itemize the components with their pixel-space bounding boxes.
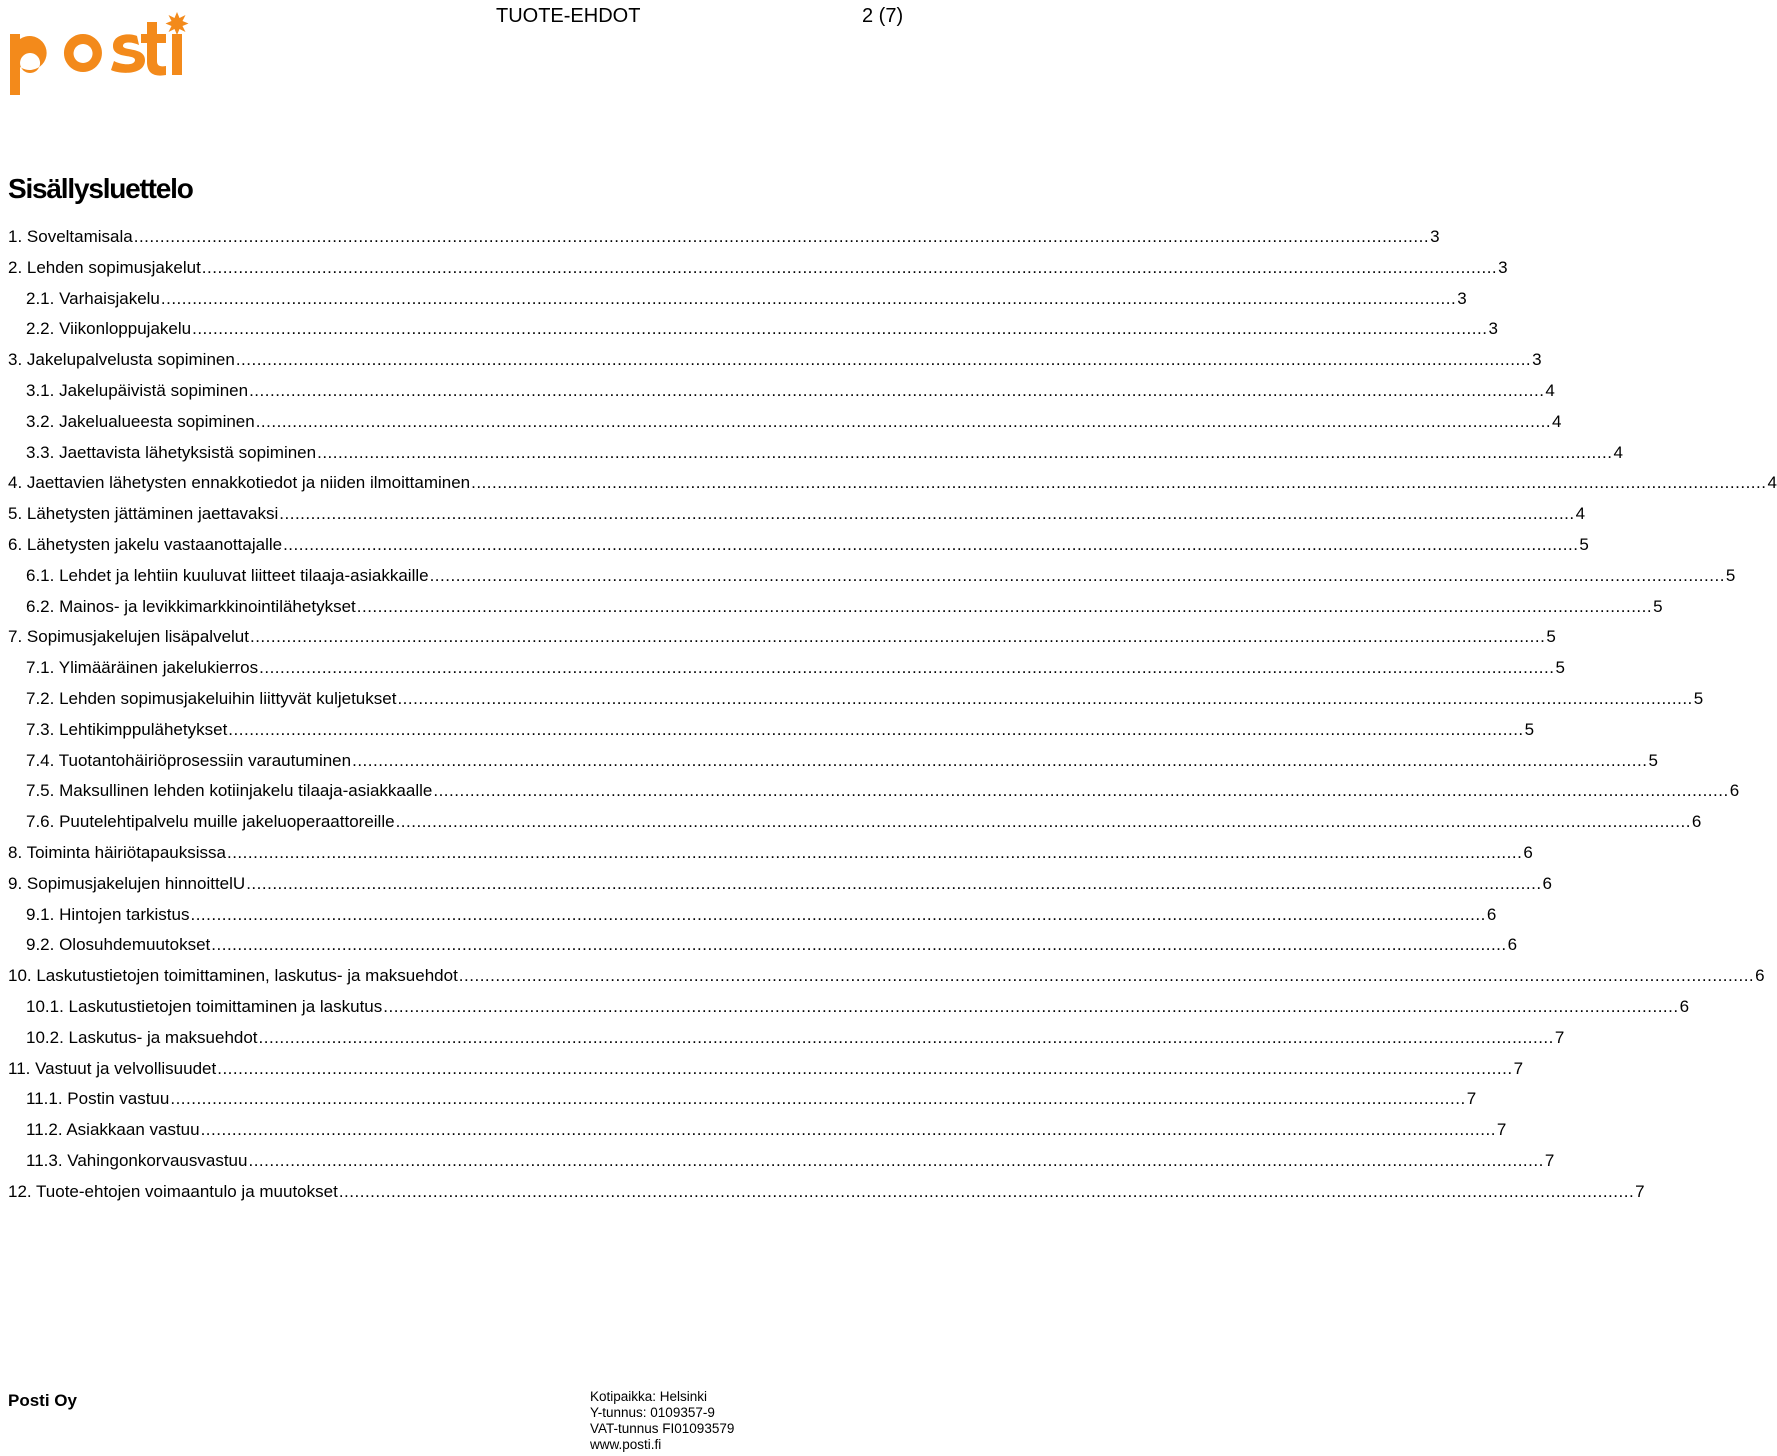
toc-entry-page: 5 — [1648, 750, 1658, 770]
toc-dot-leader — [357, 592, 1652, 623]
toc-entry-page: 6 — [1486, 904, 1497, 924]
toc-dot-leader — [236, 345, 1531, 376]
toc-dot-leader — [246, 869, 1541, 900]
toc-dot-leader — [134, 222, 1429, 253]
toc-entry-title: 11.1. Postin vastuu — [26, 1089, 170, 1109]
toc-entry[interactable] — [8, 1115, 1507, 1146]
toc-dot-leader — [383, 992, 1678, 1023]
toc-entry-page: 7 — [1513, 1058, 1524, 1078]
toc-dot-leader — [228, 715, 1523, 746]
toc-entry-page: 5 — [1693, 688, 1704, 708]
toc-entry[interactable] — [8, 992, 1690, 1023]
toc-dot-leader — [317, 438, 1612, 469]
toc-dot-leader — [211, 930, 1506, 961]
toc-entry-title: 10.2. Laskutus- ja maksuehdot — [26, 1027, 258, 1047]
toc-dot-leader — [433, 776, 1728, 807]
toc-dot-leader — [250, 622, 1545, 653]
toc-entry-title: 3.3. Jaettavista lähetyksistä sopiminen — [26, 442, 317, 462]
toc-dot-leader — [471, 468, 1766, 499]
footer-company-info — [590, 1389, 734, 1453]
toc-entry-title: 10.1. Laskutustietojen toimittaminen ja laskutus — [26, 996, 383, 1016]
toc-entry-page: 6 — [1755, 966, 1765, 986]
toc-entry-page: 6 — [1729, 781, 1740, 801]
toc-dot-leader — [352, 746, 1647, 777]
toc-entry-page: 5 — [1579, 534, 1589, 554]
toc-entry[interactable] — [8, 807, 1702, 838]
toc-dot-leader — [259, 653, 1554, 684]
toc-entry-title: 7.3. Lehtikimppulähetykset — [26, 719, 228, 739]
footer-domicile: Kotipaikka: Helsinki — [590, 1389, 708, 1404]
toc-entry-page: 6 — [1507, 935, 1518, 955]
toc-entry-page: 7 — [1554, 1027, 1565, 1047]
toc-entry[interactable] — [8, 592, 1663, 623]
page-number: 2 (7) — [862, 5, 904, 27]
toc-entry-page: 3 — [1498, 257, 1508, 277]
toc-entry-page: 5 — [1653, 596, 1663, 616]
table-of-contents — [8, 222, 1777, 1208]
toc-dot-leader — [192, 314, 1487, 345]
toc-entry-page: 3 — [1488, 319, 1498, 339]
toc-entry-page: 7 — [1544, 1150, 1555, 1170]
toc-entry-page: 5 — [1546, 627, 1556, 647]
toc-entry[interactable] — [8, 438, 1623, 469]
toc-entry-title: 9.1. Hintojen tarkistus — [26, 904, 190, 924]
toc-entry[interactable] — [8, 530, 1589, 561]
posti-logo — [6, 6, 198, 96]
toc-entry[interactable] — [8, 314, 1498, 345]
toc-entry[interactable] — [8, 1177, 1645, 1208]
toc-entry-page: 5 — [1524, 719, 1535, 739]
toc-entry-page: 3 — [1457, 288, 1467, 308]
toc-entry-title: 12. Tuote-ehtojen voimaantulo ja muutokset — [8, 1181, 338, 1201]
toc-entry[interactable] — [8, 715, 1535, 746]
toc-dot-leader — [283, 530, 1578, 561]
toc-entry-page: 3 — [1532, 350, 1542, 370]
toc-entry[interactable] — [8, 561, 1736, 592]
toc-entry[interactable] — [8, 930, 1518, 961]
toc-entry[interactable] — [8, 746, 1658, 777]
toc-entry[interactable] — [8, 622, 1556, 653]
toc-entry-title: 3.2. Jakelualueesta sopiminen — [26, 411, 255, 431]
toc-entry-page: 4 — [1575, 504, 1586, 524]
toc-dot-leader — [259, 1023, 1554, 1054]
toc-entry[interactable] — [8, 653, 1565, 684]
toc-entry-title: 6.2. Mainos- ja levikkimarkkinointilähetykset — [26, 596, 356, 616]
toc-dot-leader — [217, 1054, 1512, 1085]
toc-dot-leader — [396, 807, 1691, 838]
toc-entry-page: 5 — [1725, 565, 1736, 585]
toc-dot-leader — [339, 1177, 1634, 1208]
footer-website-link[interactable]: www.posti.fi — [590, 1437, 662, 1452]
toc-entry-title: 6. Lähetysten jakelu vastaanottajalle — [8, 534, 283, 554]
document-title: TUOTE-EHDOT — [496, 5, 641, 27]
toc-entry[interactable] — [8, 253, 1508, 284]
toc-entry-page: 6 — [1679, 996, 1690, 1016]
toc-entry[interactable] — [8, 499, 1586, 530]
toc-dot-leader — [256, 407, 1551, 438]
toc-entry-title: 8. Toiminta häiriötapauksissa — [8, 842, 226, 862]
toc-entry[interactable] — [8, 684, 1704, 715]
toc-entry-title: 1. Soveltamisala — [8, 227, 133, 246]
toc-entry-title: 11. Vastuut ja velvollisuudet — [8, 1058, 217, 1078]
toc-entry-page: 4 — [1545, 380, 1555, 400]
toc-dot-leader — [397, 684, 1692, 715]
toc-entry-page: 6 — [1542, 873, 1553, 893]
toc-dot-leader — [190, 900, 1485, 931]
toc-entry[interactable] — [8, 1023, 1565, 1054]
toc-entry[interactable] — [8, 1146, 1555, 1177]
toc-entry-page: 6 — [1523, 842, 1533, 862]
toc-entry-page: 4 — [1552, 411, 1562, 431]
toc-heading: Sisällysluettelo — [8, 173, 193, 204]
toc-entry-page: 4 — [1613, 442, 1623, 462]
footer-company-name: Posti Oy — [8, 1391, 77, 1410]
toc-entry-page: 7 — [1635, 1181, 1645, 1201]
toc-entry-title: 4. Jaettavien lähetysten ennakkotiedot ja niiden ilmoittaminen — [8, 473, 471, 493]
toc-entry-title: 7.6. Puutelehtipalvelu muille jakeluoperaattoreille — [26, 812, 395, 832]
toc-dot-leader — [227, 838, 1522, 869]
toc-dot-leader — [248, 1146, 1543, 1177]
toc-entry-title: 9.2. Olosuhdemuutokset — [26, 935, 211, 955]
toc-entry[interactable] — [8, 1084, 1477, 1115]
toc-dot-leader — [430, 561, 1725, 592]
toc-entry-title: 7.2. Lehden sopimusjakeluihin liittyvät kuljetukset — [26, 688, 397, 708]
toc-entry-title: 11.3. Vahingonkorvausvastuu — [26, 1150, 248, 1170]
toc-dot-leader — [202, 253, 1497, 284]
toc-entry-title: 2. Lehden sopimusjakelut — [8, 257, 201, 277]
toc-entry-page: 4 — [1767, 473, 1777, 493]
toc-entry[interactable] — [8, 776, 1740, 807]
svg-text:posti: posti — [6, 6, 9, 7]
toc-dot-leader — [249, 376, 1544, 407]
footer-vat-id: VAT-tunnus FI01093579 — [590, 1421, 735, 1436]
toc-dot-leader — [459, 961, 1754, 992]
toc-entry-page: 7 — [1466, 1089, 1477, 1109]
toc-entry-page: 6 — [1691, 812, 1702, 832]
toc-entry-page: 7 — [1496, 1120, 1507, 1140]
toc-dot-leader — [161, 284, 1456, 315]
toc-entry-title: 3. Jakelupalvelusta sopiminen — [8, 350, 235, 370]
toc-entry-title: 2.1. Varhaisjakelu — [26, 288, 160, 308]
toc-entry-title: 7. Sopimusjakelujen lisäpalvelut — [8, 627, 249, 647]
toc-entry[interactable] — [8, 222, 1440, 253]
toc-entry-title: 3.1. Jakelupäivistä sopiminen — [26, 380, 249, 400]
toc-dot-leader — [170, 1084, 1465, 1115]
toc-entry-title: 7.5. Maksullinen lehden kotiinjakelu tilaaja-asiakkaalle — [26, 781, 433, 801]
toc-entry[interactable] — [8, 468, 1777, 499]
toc-entry-page: 5 — [1555, 658, 1565, 678]
footer-business-id: Y-tunnus: 0109357-9 — [590, 1405, 715, 1420]
toc-entry[interactable] — [8, 345, 1542, 376]
toc-entry[interactable] — [8, 376, 1555, 407]
toc-entry[interactable] — [8, 1054, 1524, 1085]
toc-entry[interactable] — [8, 838, 1533, 869]
toc-entry-page: 3 — [1430, 227, 1440, 246]
toc-entry-title: 6.1. Lehdet ja lehtiin kuuluvat liitteet tilaaja-asiakkaille — [26, 565, 429, 585]
toc-entry[interactable] — [8, 961, 1765, 992]
toc-entry-title: 7.1. Ylimääräinen jakelukierros — [26, 658, 259, 678]
toc-entry[interactable] — [8, 284, 1467, 315]
toc-entry[interactable] — [8, 407, 1562, 438]
toc-entry-title: 11.2. Asiakkaan vastuu — [26, 1120, 200, 1140]
toc-entry-title: 10. Laskutustietojen toimittaminen, laskutus- ja maksuehdot — [8, 966, 458, 986]
toc-entry[interactable] — [8, 869, 1553, 900]
toc-entry-title: 9. Sopimusjakelujen hinnoittelU — [8, 873, 246, 893]
toc-entry[interactable] — [8, 900, 1497, 931]
toc-entry-title: 7.4. Tuotantohäiriöprosessiin varautuminen — [26, 750, 352, 770]
toc-entry-title: 2.2. Viikonloppujakelu — [26, 319, 192, 339]
toc-dot-leader — [201, 1115, 1496, 1146]
toc-entry-title: 5. Lähetysten jättäminen jaettavaksi — [8, 504, 279, 524]
toc-dot-leader — [279, 499, 1574, 530]
